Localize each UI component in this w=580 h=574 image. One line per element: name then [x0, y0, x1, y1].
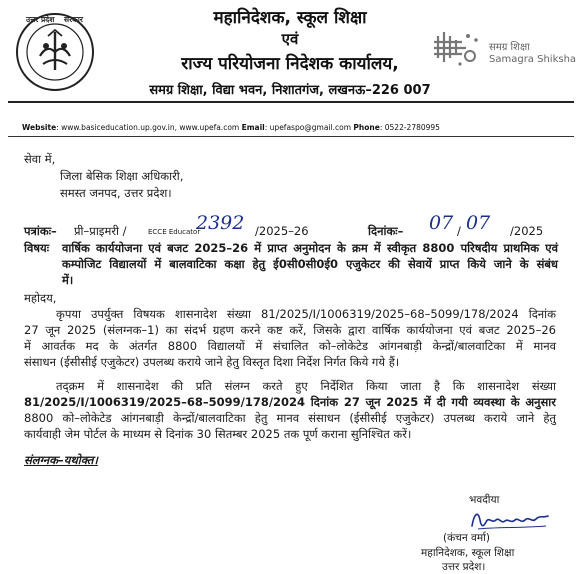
header-divider-thick: [8, 101, 574, 103]
patrank-tag: ECCE Educator: [148, 228, 201, 236]
website-value: : www.basiceducation.up.gov.in, www.upefa.com: [56, 123, 240, 132]
date-day-handwritten: 07: [429, 212, 454, 234]
samagra-shiksha-logo-text: [489, 39, 576, 65]
signatory-name: (कंचन वर्मा): [443, 532, 490, 544]
salutation: महोदय,: [24, 291, 57, 305]
signatory-designation: महानिदेशक, स्कूल शिक्षा: [421, 547, 515, 559]
phone-label: Phone: [353, 123, 380, 132]
email-label: Email: [241, 123, 265, 132]
letter-year: /2025–26: [255, 224, 309, 238]
samagra-hindi: समग्र शिक्षा: [489, 42, 530, 53]
para1-line4: संसाधन (ईसीसीई एजुकेटर) उपलब्ध कराये जाने हेतु विस्तृत दिशा निर्देश निर्गत किये गये हैं।: [24, 355, 400, 369]
date-label: दिनांकः–: [368, 224, 404, 238]
para1-line2: 27 जून 2025 (संलग्नक–1) का संदर्भ ग्रहण करने कष्ट करें, जिसके द्वारा वार्षिक कार्ययोजना एवं बजट 2025–26: [24, 323, 556, 337]
office-title-line2: एवं: [281, 30, 299, 48]
email-value: : upefaspo@gmail.com: [264, 123, 352, 132]
svg-text:सरकार: सरकार: [64, 15, 83, 24]
enclosure-note: संलग्नक–यथोक्त।: [24, 453, 98, 467]
para2-line4: कार्यवाही जेम पोर्टल के माध्यम से दिनांक 30 सितम्बर 2025 तक पूर्ण कराना सुनिश्चित करें।: [24, 427, 412, 441]
para1-line3: में आवर्तक मद के अंतर्गत 8800 विद्यालयों में संचालित को–लोकेटेड आंगनबाड़ी केन्द्रों/बालवाटिका में मानव: [24, 339, 556, 353]
samagra-english: Samagra Shiksha: [489, 54, 577, 65]
date-year: /2025: [510, 224, 544, 238]
recipient-line3: समस्त जनपद, उत्तर प्रदेश।: [60, 186, 172, 200]
para2-line2: 81/2025/I/1006319/2025–68–5099/178/2024 दिनांक 27 जून 2025 में दी गयी व्यवस्था के अनुसार: [24, 395, 556, 409]
svg-text:उत्तर प्रदेश: उत्तर प्रदेश: [26, 15, 55, 24]
para2-line1: तद्क्रम में शासनादेश की प्रति संलग्न करते हुए निर्देशित किया जाता है कि शासनादेश संख्या: [56, 379, 556, 393]
para1-line1: कृपया उपर्युक्त विषयक शासनादेश संख्या 81/2025/I/1006319/2025–68–5099/178/2024 दिनांक: [56, 307, 556, 321]
header-divider-thin: [8, 136, 574, 137]
date-separator: /: [457, 224, 461, 238]
office-title-line1: महानिदेशक, स्कूल शिक्षा: [213, 8, 367, 28]
closing-sincerely: भवदीया: [469, 494, 500, 506]
patrank-prefix: प्री–प्राइमरी /: [74, 224, 127, 238]
subject-label: विषयः: [24, 241, 50, 255]
signatory-state: उत्तर प्रदेश।: [442, 561, 486, 573]
date-month-handwritten: 07: [466, 212, 491, 234]
website-label: Website: [22, 123, 57, 132]
recipient-line1: सेवा में,: [24, 152, 56, 166]
office-address: समग्र शिक्षा, विद्या भवन, निशातगंज, लखनऊ–226 007: [149, 83, 431, 98]
subject-line2: कम्पोजिट विद्यालयों में बालवाटिका कक्षा हेतु ई0सी0सी0ई0 एजुकेटर की सेवायें प्राप्त किये जाने के संबंध: [62, 257, 558, 271]
office-title-line3: राज्य परियोजना निदेशक कार्यालय,: [181, 54, 399, 74]
letter-number-handwritten: 2392: [196, 212, 245, 234]
phone-value: : 0522-2780995: [379, 123, 440, 132]
recipient-line2: जिला बेसिक शिक्षा अधिकारी,: [60, 169, 184, 183]
patrank-label: पत्रांकः–: [24, 224, 57, 238]
subject-line3: में।: [62, 273, 74, 287]
subject-line1: वार्षिक कार्ययोजना एवं बजट 2025–26 में प्राप्त अनुमोदन के क्रम में स्वीकृत 8800 परिषदीय प्राथमिक एवं: [62, 241, 558, 255]
para2-line3: 8800 को–लोकेटेड आंगनबाड़ी केन्द्रों/बालवाटिका हेतु मानव संसाधन (ईसीसीई एजुकेटर) उपलब्ध कराये जाने हेतु: [24, 411, 556, 425]
contact-line: [22, 123, 440, 132]
